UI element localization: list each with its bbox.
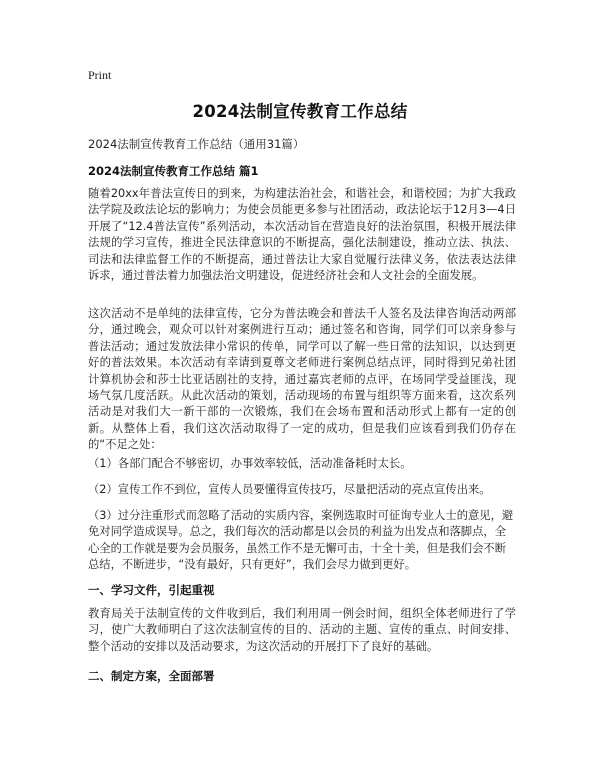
issue-item-3: （3）过分注重形式而忽略了活动的实质内容，案例选取时可征询专业人士的意见，避免对同学造成误导。总之，我们每次的活动都是以会员的利益为出发点和落脚点，全心全的工作就是要为会员服务，虽然工作不是无懈可击，十全十美，但是我们会不断总结，不断进步，“没有最好，只有更好”，我们会尽力做到更好。 xyxy=(88,509,514,572)
page-title: 2024法制宣传教育工作总结 xyxy=(192,102,408,121)
paragraph-intro: 随着20xx年普法宣传日的到来，为构建法治社会，和谐社会，和谐校园；为扩大我政法学院及政法论坛的影响力；为使会员能更多参与社团活动，政法论坛于12月3—4日开展了“12.4普法宣传”系列活动，本次活动旨在营造良好的法治氛围，积极开展法律法规的学习宣传，推进全民法律意识的不断提高，强化法制建设，推动立法、执法、司法和法律监督工作的不断提高，通过普法让大家自觉履行法律义务，依法表达法律诉求，通过普法着力加强法治文明建设，促进经济社会和人文社会的全面发展。 xyxy=(88,187,516,283)
section-heading-1: 2024法制宣传教育工作总结 篇1 xyxy=(88,164,259,178)
paragraph-activity: 这次活动不是单纯的法律宣传，它分为普法晚会和普法千人签名及法律咨询活动两部分，通过晚会，观众可以针对案例进行互动；通过签名和咨询，同学们可以亲身参与普法活动；通过发放法律小常识的传单，同学可以了解一些日常的法知识，以达到更好的普法效果。本次活动有幸请到夏尊文老师进行案例总结点评，同时得到兄弟社团计算机协会和莎士比亚话剧社的支持，通过嘉宾老师的点评，在场同学受益匪浅，现场气氛几度活跃。从此次活动的策划，活动现场的布置与组织等方面来看，这次系列活动是对我们大一新干部的一次锻炼，我们在会场布置和活动形式上都有一定的创新。从整体上看，我们这次活动取得了一定的成功，但是我们应该看到我们仍存在的“不足之处： xyxy=(88,307,516,452)
paragraph-study: 教育局关于法制宣传的文件收到后，我们利用周一例会时间，组织全体老师进行了学习，使广大教师明白了这次法制宣传的目的、活动的主题、宣传的重点、时间安排、整个活动的安排以及活动要求，为这次活动的开展打下了良好的基础。 xyxy=(88,607,516,653)
issue-item-1: （1）各部门配合不够密切，办事效率较低，活动准备耗时太长。 xyxy=(88,457,412,470)
section-heading-plan: 二、制定方案，全面部署 xyxy=(88,669,215,683)
section-heading-study: 一、学习文件，引起重视 xyxy=(88,583,215,597)
print-link[interactable]: Print xyxy=(88,68,112,82)
issue-item-2: （2）宣传工作不到位，宣传人员要懂得宣传技巧，尽量把活动的亮点宣传出来。 xyxy=(88,483,491,496)
document-subtitle: 2024法制宣传教育工作总结（通用31篇） xyxy=(88,137,305,151)
